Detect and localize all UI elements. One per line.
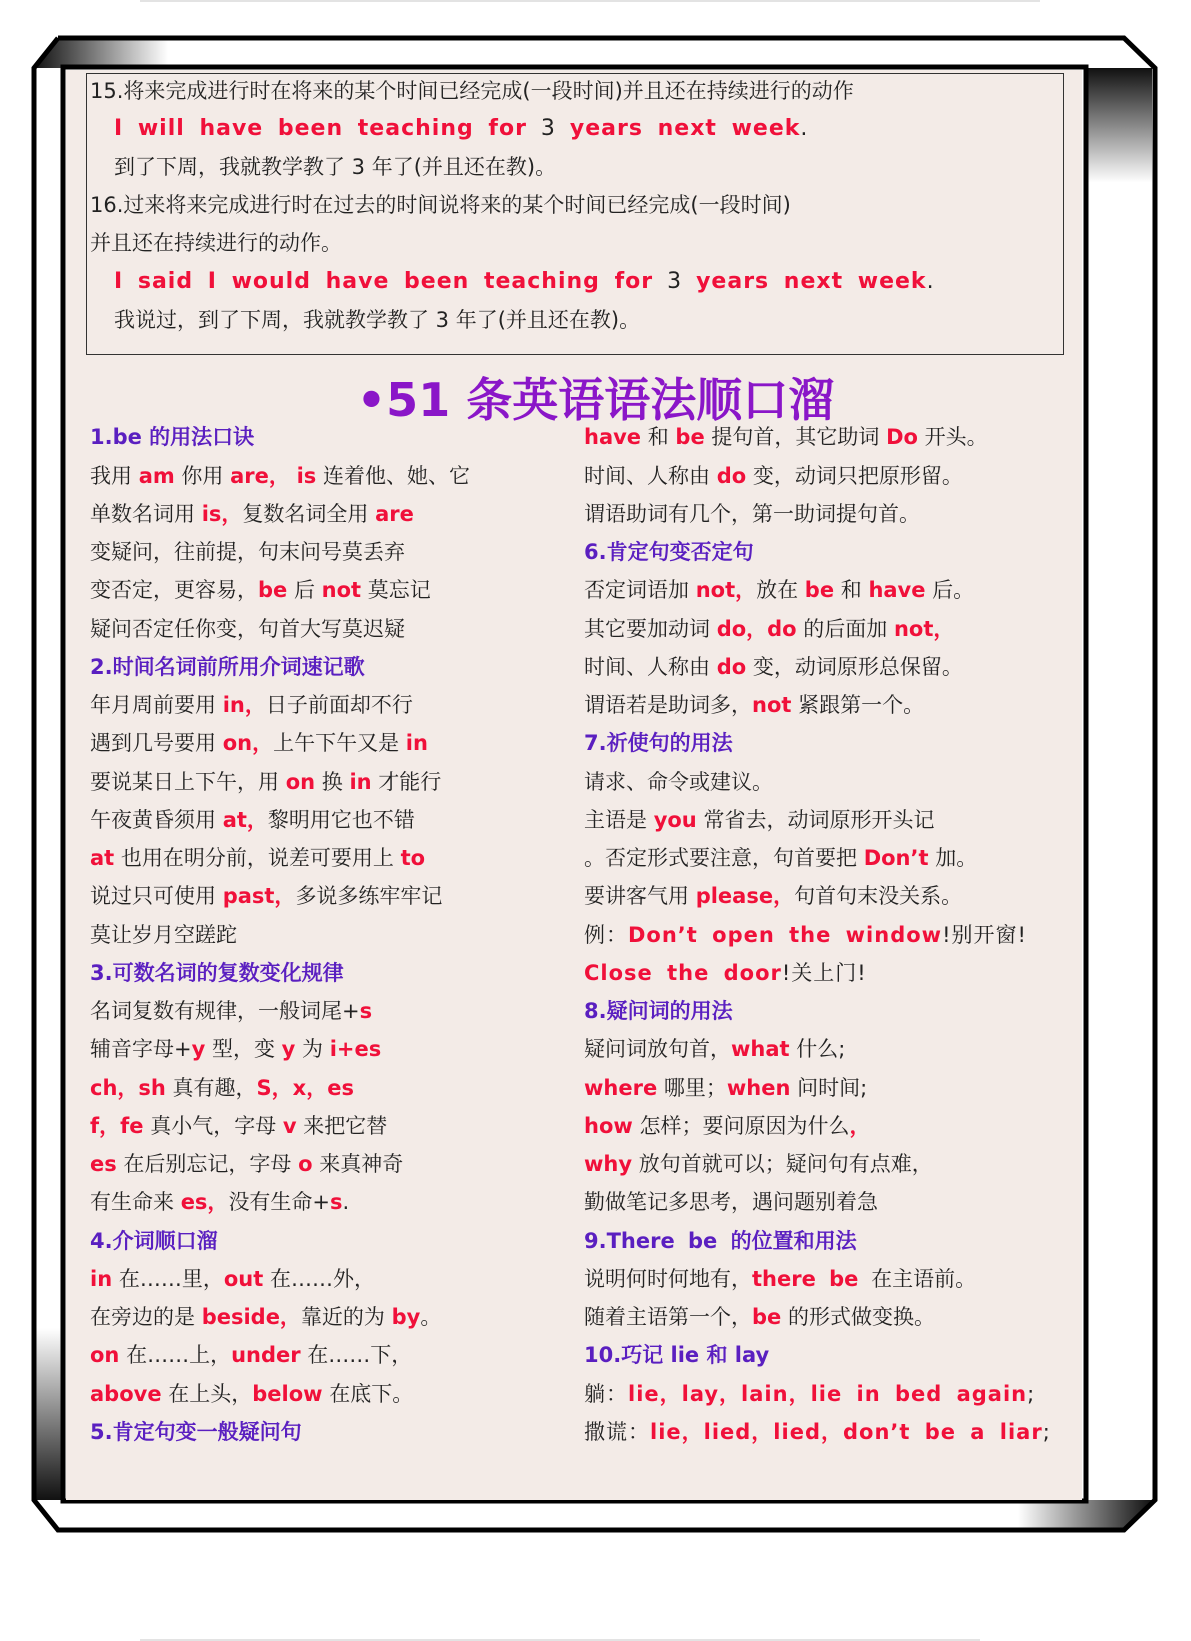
- section-heading-5: 5.肯定句变一般疑问句: [90, 1420, 302, 1444]
- text-line: [90, 1074, 354, 1102]
- section-heading-8: 8.疑问词的用法: [584, 999, 733, 1023]
- chinese-text: 常省去，动词原形开头记: [696, 808, 935, 832]
- chinese-text: !别开窗!: [942, 923, 1027, 947]
- chinese-text: 在底下。: [322, 1382, 414, 1406]
- tense-16-definition: [90, 191, 791, 219]
- text-line: [584, 653, 963, 681]
- tense-15-translation: 到了下周，我就教学教了 3 年了(并且还在教)。: [114, 155, 557, 179]
- chinese-text: 疑问否定任你变，句首大写莫迟疑: [90, 617, 405, 641]
- text-line: [90, 576, 431, 604]
- text-line: [90, 1112, 387, 1140]
- chinese-text: 莫忘记: [361, 578, 431, 602]
- english-keyword: at，: [222, 808, 268, 832]
- example-en: I said I would have been teaching for: [114, 269, 654, 294]
- chinese-text: 要讲客气用: [584, 884, 696, 908]
- english-keyword: ，: [849, 1114, 871, 1138]
- english-keyword: Don’t open the window: [628, 923, 943, 947]
- chinese-text: 说明何时何地有，: [584, 1267, 752, 1291]
- tense-15-example: [114, 115, 808, 143]
- english-keyword: out: [223, 1267, 264, 1291]
- section-heading-7: 7.祈使句的用法: [584, 731, 733, 755]
- english-keyword: is，: [201, 502, 243, 526]
- chinese-text: 谓语若是助词多，: [584, 693, 752, 717]
- chinese-text: 辅音字母+: [90, 1037, 192, 1061]
- chinese-text: 什么;: [789, 1037, 846, 1061]
- english-keyword: es: [90, 1152, 117, 1176]
- chinese-text: [290, 464, 297, 488]
- example-en: I will have been teaching for: [114, 116, 527, 141]
- english-keyword: not: [321, 578, 362, 602]
- english-keyword: S，x，es: [256, 1076, 354, 1100]
- item-number: 15.: [90, 79, 124, 103]
- chinese-text: 连着他、她、它: [316, 464, 470, 488]
- chinese-text: ;: [1027, 1382, 1036, 1406]
- text-line: [90, 1380, 413, 1408]
- chinese-text: 谓语助词有几个，第一助词提句首。: [584, 502, 920, 526]
- english-keyword: i+es: [329, 1037, 382, 1061]
- english-keyword: how: [584, 1114, 633, 1138]
- chinese-text: 后: [287, 578, 322, 602]
- chinese-text: 真小气，字母: [143, 1114, 283, 1138]
- english-keyword: are: [375, 502, 414, 526]
- chinese-text: 和: [834, 578, 869, 602]
- chinese-text: 年月周前要用: [90, 693, 223, 717]
- chinese-text: 其它要加动词: [584, 617, 717, 641]
- english-keyword: f，fe: [90, 1114, 144, 1138]
- chinese-text: 在旁边的是: [90, 1305, 202, 1329]
- tense-16-definition-cont: 并且还在持续进行的动作。: [90, 231, 342, 255]
- text-line: [584, 1265, 976, 1293]
- english-keyword: y: [281, 1037, 296, 1061]
- definition-text: 过来将来完成进行时在过去的时间说将来的某个时间已经完成(一段时间): [123, 193, 791, 217]
- text-line: [90, 1341, 412, 1369]
- chinese-text: 否定词语加: [584, 578, 696, 602]
- chinese-text: 遇到几号要用: [90, 731, 223, 755]
- english-keyword: be: [804, 578, 835, 602]
- chinese-text: 在……外，: [263, 1267, 375, 1291]
- english-keyword: in: [90, 1267, 113, 1291]
- text-line: [584, 882, 962, 910]
- text-line: [584, 462, 963, 490]
- text-line: [90, 615, 405, 643]
- chinese-text: 也用在明分前，说差可要用上: [114, 846, 401, 870]
- definition-text: 将来完成进行时在将来的某个时间已经完成(一段时间)并且还在持续进行的动作: [123, 79, 854, 103]
- text-line: [584, 1112, 870, 1140]
- chinese-text: 要说某日上下午，用: [90, 770, 286, 794]
- chinese-text: 在后别忘记，字母: [116, 1152, 299, 1176]
- text-line: [90, 1303, 441, 1331]
- english-keyword: there be: [752, 1267, 859, 1291]
- example-number: 3: [653, 269, 697, 294]
- english-keyword: above: [90, 1382, 162, 1406]
- chinese-text: 的后面加: [796, 617, 894, 641]
- chinese-text: 才能行: [371, 770, 442, 794]
- text-line: [584, 1188, 878, 1216]
- chinese-text: 没有生命+: [228, 1190, 331, 1214]
- english-keyword: on: [90, 1343, 120, 1367]
- section-heading-6: 6.肯定句变否定句: [584, 540, 754, 564]
- text-line: [584, 1418, 1051, 1446]
- english-keyword: be: [752, 1305, 782, 1329]
- chinese-text: 我用: [90, 464, 139, 488]
- chinese-text: 时间、人称由: [584, 655, 717, 679]
- english-keyword: beside，: [201, 1305, 301, 1329]
- text-line: [90, 1035, 381, 1063]
- english-keyword: to: [400, 846, 426, 870]
- text-line: [584, 806, 934, 834]
- chinese-text: 在……上，: [119, 1343, 232, 1367]
- text-line: [90, 729, 428, 757]
- english-keyword: do，do: [716, 617, 797, 641]
- english-keyword: s: [330, 1190, 343, 1214]
- chinese-text: 变否定，更容易，: [90, 578, 258, 602]
- chinese-text: 多说多练牢牢记: [295, 884, 443, 908]
- chinese-text: 请求、命令或建议。: [584, 770, 773, 794]
- chinese-text: 有生命来: [90, 1190, 181, 1214]
- english-keyword: es，: [180, 1190, 229, 1214]
- chinese-text: 提句首，其它助词: [704, 425, 887, 449]
- text-line: [90, 1188, 349, 1216]
- text-line: [584, 576, 974, 604]
- section-heading-3: 3.可数名词的复数变化规律: [90, 961, 344, 985]
- chinese-text: 变，动词原形总保留。: [746, 655, 963, 679]
- english-keyword: lie，lay，lain，lie in bed again: [628, 1382, 1028, 1406]
- chinese-text: 后。: [925, 578, 975, 602]
- text-line: [584, 959, 867, 987]
- chinese-text: 在上头，: [161, 1382, 253, 1406]
- english-keyword: are，: [230, 464, 290, 488]
- text-line: [90, 462, 470, 490]
- chinese-text: 上午下午又是: [273, 731, 406, 755]
- chinese-text: 在……里，: [112, 1267, 224, 1291]
- english-keyword: what: [731, 1037, 790, 1061]
- text-line: [90, 806, 415, 834]
- chinese-text: 句首句末没关系。: [794, 884, 963, 908]
- english-keyword: is: [296, 464, 317, 488]
- english-keyword: s: [359, 999, 373, 1023]
- text-line: [90, 1150, 403, 1178]
- text-line: [90, 768, 441, 796]
- period: .: [926, 269, 935, 294]
- english-keyword: in: [349, 770, 372, 794]
- english-keyword: by: [391, 1305, 421, 1329]
- chinese-text: 莫让岁月空蹉跎: [90, 923, 237, 947]
- english-keyword: o: [298, 1152, 313, 1176]
- text-line: [90, 691, 413, 719]
- chinese-text: 名词复数有规律，一般词尾+: [90, 999, 360, 1023]
- chinese-text: 变疑问，往前提，句末问号莫丢弃: [90, 540, 405, 564]
- chinese-text: 撒谎：: [584, 1420, 650, 1444]
- section-heading-4: 4.介词顺口溜: [90, 1229, 218, 1253]
- english-keyword: you: [653, 808, 697, 832]
- chinese-text: 在主语前。: [858, 1267, 977, 1291]
- chinese-text: 随着主语第一个，: [584, 1305, 752, 1329]
- english-keyword: v: [282, 1114, 297, 1138]
- english-keyword: please，: [695, 884, 795, 908]
- page-title: •51 条英语语法顺口溜: [356, 373, 835, 427]
- chinese-text: 型，变: [205, 1037, 282, 1061]
- chinese-text: 例：: [584, 923, 628, 947]
- text-line: [584, 615, 954, 643]
- english-keyword: not，: [695, 578, 757, 602]
- text-line: [584, 844, 977, 872]
- english-keyword: Don’t: [863, 846, 929, 870]
- chinese-text: 复数名词全用: [242, 502, 376, 526]
- chinese-text: 时间、人称由: [584, 464, 717, 488]
- example-number: 3: [526, 116, 570, 141]
- chinese-text: 变，动词只把原形留。: [746, 464, 963, 488]
- chinese-text: 放在: [756, 578, 805, 602]
- chinese-text: .: [342, 1190, 350, 1214]
- english-keyword: am: [138, 464, 175, 488]
- chinese-text: 日子前面却不行: [265, 693, 413, 717]
- english-keyword: have: [868, 578, 926, 602]
- text-line: [90, 1265, 375, 1293]
- chinese-text: 。: [420, 1305, 442, 1329]
- english-keyword: y: [191, 1037, 206, 1061]
- text-line: [584, 921, 1027, 949]
- chinese-text: 疑问词放句首，: [584, 1037, 731, 1061]
- text-line: [584, 691, 924, 719]
- english-keyword: on: [285, 770, 316, 794]
- english-keyword: in，: [222, 693, 266, 717]
- chinese-text: 勤做笔记多思考，遇问题别着急: [584, 1190, 878, 1214]
- english-keyword: have: [584, 425, 642, 449]
- section-heading-2: 2.时间名词前所用介词速记歌: [90, 655, 365, 679]
- chinese-text: 怎样；要问原因为什么: [632, 1114, 850, 1138]
- item-number: 16.: [90, 193, 124, 217]
- text-line: [90, 882, 442, 910]
- chinese-text: 问时间;: [790, 1076, 868, 1100]
- chinese-text: 单数名词用: [90, 502, 202, 526]
- text-line: [584, 1380, 1035, 1408]
- text-line: [90, 921, 237, 949]
- text-line: [584, 1150, 933, 1178]
- text-line: [90, 500, 414, 528]
- chinese-text: 说过只可使用: [90, 884, 223, 908]
- chinese-text: 。否定形式要注意，句首要把: [584, 846, 864, 870]
- english-keyword: ch，sh: [90, 1076, 166, 1100]
- chinese-text: 午夜黄昏须用: [90, 808, 223, 832]
- chinese-text: 为: [295, 1037, 330, 1061]
- chinese-text: 来真神奇: [312, 1152, 404, 1176]
- english-keyword: be: [258, 578, 288, 602]
- english-keyword: at: [90, 846, 115, 870]
- chinese-text: 你用: [174, 464, 231, 488]
- english-keyword: not，: [893, 617, 955, 641]
- text-line: [584, 1035, 845, 1063]
- period: .: [800, 116, 809, 141]
- english-keyword: under: [231, 1343, 301, 1367]
- chinese-text: 黎明用它也不错: [267, 808, 415, 832]
- chinese-text: 和: [641, 425, 676, 449]
- english-keyword: when: [726, 1076, 791, 1100]
- chinese-text: 主语是: [584, 808, 654, 832]
- chinese-text: 躺：: [584, 1382, 628, 1406]
- text-line: [584, 768, 773, 796]
- example-en: years next week: [569, 116, 801, 141]
- tense-15-definition: [90, 77, 854, 105]
- tense-16-example: [114, 268, 935, 296]
- chinese-text: 靠近的为: [300, 1305, 392, 1329]
- section-heading-1: 1.be 的用法口诀: [90, 425, 255, 449]
- chinese-text: 哪里；: [657, 1076, 727, 1100]
- english-keyword: below: [252, 1382, 323, 1406]
- chinese-text: 在……下，: [300, 1343, 413, 1367]
- english-keyword: why: [584, 1152, 633, 1176]
- english-keyword: on，: [222, 731, 274, 755]
- text-line: [90, 997, 372, 1025]
- chinese-text: 换: [315, 770, 350, 794]
- english-keyword: lie，lied，lied，don’t be a liar: [650, 1420, 1043, 1444]
- text-line: [90, 538, 405, 566]
- example-en: years next week: [696, 269, 927, 294]
- chinese-text: 紧跟第一个。: [791, 693, 925, 717]
- text-line: [584, 423, 988, 451]
- chinese-text: ;: [1042, 1420, 1051, 1444]
- text-line: [584, 1303, 935, 1331]
- english-keyword: in: [405, 731, 428, 755]
- section-heading-10: 10.巧记 lie 和 lay: [584, 1343, 770, 1367]
- text-line: [584, 1074, 867, 1102]
- english-keyword: past，: [222, 884, 296, 908]
- section-heading-9: 9.There be 的位置和用法: [584, 1229, 857, 1253]
- chinese-text: 放句首就可以；疑问句有点难，: [632, 1152, 933, 1176]
- chinese-text: 开头。: [917, 425, 988, 449]
- text-line: [90, 844, 425, 872]
- english-keyword: not: [752, 693, 792, 717]
- chinese-text: 的形式做变换。: [781, 1305, 935, 1329]
- chinese-text: !关上门!: [781, 961, 867, 985]
- chinese-text: 加。: [928, 846, 978, 870]
- english-keyword: do: [716, 655, 747, 679]
- text-line: [584, 500, 920, 528]
- english-keyword: do: [716, 464, 747, 488]
- english-keyword: Do: [886, 425, 918, 449]
- english-keyword: Close the door: [584, 961, 782, 985]
- chinese-text: 真有趣，: [165, 1076, 257, 1100]
- chinese-text: 来把它替: [296, 1114, 388, 1138]
- english-keyword: where: [584, 1076, 658, 1100]
- english-keyword: be: [675, 425, 705, 449]
- tense-16-translation: 我说过，到了下周，我就教学教了 3 年了(并且还在教)。: [114, 308, 641, 332]
